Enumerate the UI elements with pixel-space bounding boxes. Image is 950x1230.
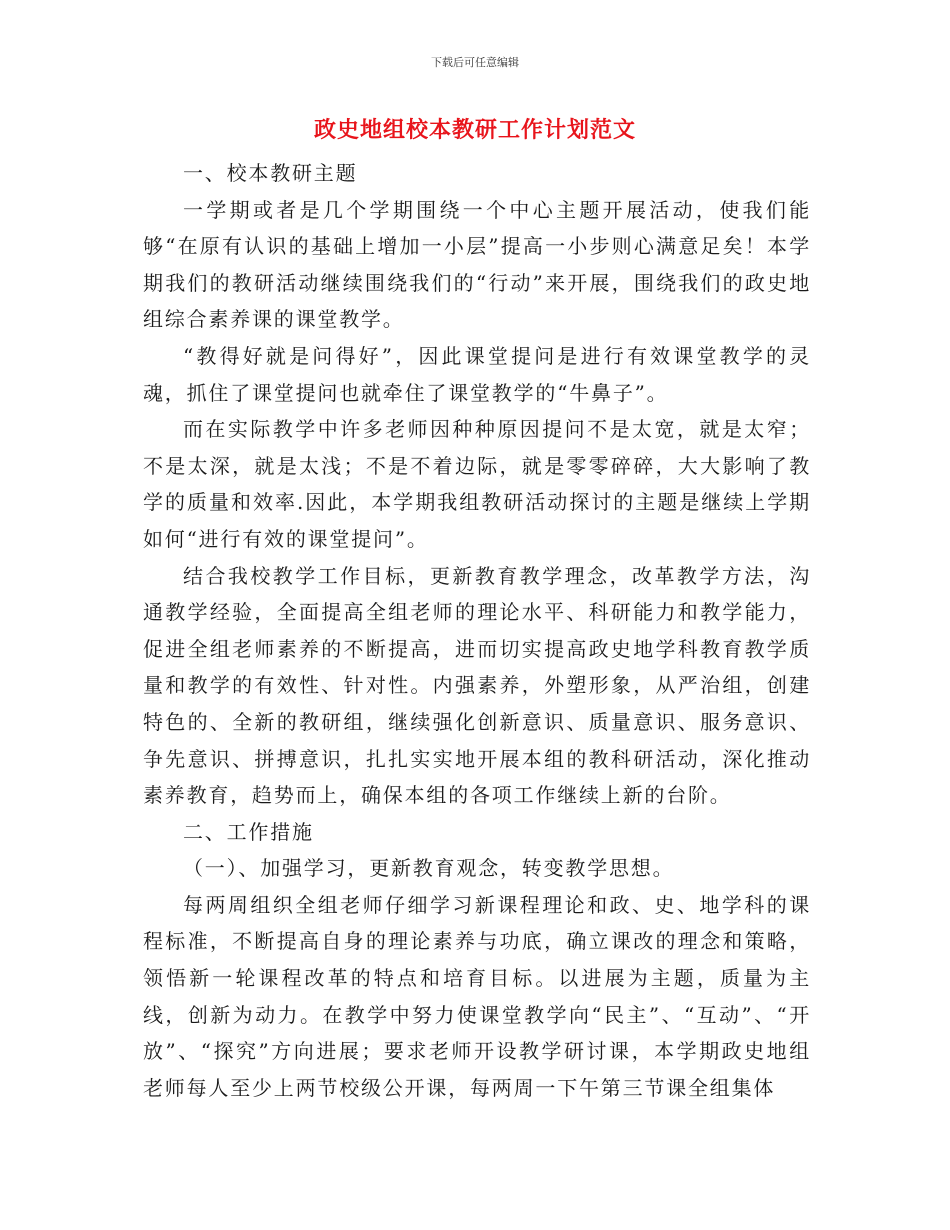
paragraph: 而在实际教学中许多老师因种种原因提问不是太宽，就是太窄；不是太深，就是太浅；不是不着边际，就是零零碎碎，大大影响了教学的质量和效率.因此，本学期我组教研活动探讨的主题是继续上学期如何“进行有效的课堂提问”。 — [143, 417, 811, 551]
paragraph: “教得好就是问得好”，因此课堂提问是进行有效课堂教学的灵魂，抓住了课堂提问也就牵住了课堂教学的“牛鼻子”。 — [143, 343, 811, 405]
paragraph: 每两周组织全组老师仔细学习新课程理论和政、史、地学科的课程标准，不断提高自身的理论素养与功底，确立课改的理念和策略，领悟新一轮课程改革的特点和培育目标。以进展为主题，质量为主线，创新为动力。在教学中努力使课堂教学向“民主”、“互动”、“开放”、“探究”方向进展；要求老师开设教学研讨课，本学期政史地组老师每人至少上两节校级公开课，每两周一下午第三节课全组集体 — [143, 892, 811, 1100]
subsection-heading: （一）、加强学习，更新教育观念，转变教学思想。 — [183, 856, 675, 881]
download-note: 下载后可任意编辑 — [431, 56, 519, 69]
paragraph: 结合我校教学工作目标，更新教育教学理念，改革教学方法，沟通教学经验，全面提高全组老师的理论水平、科研能力和教学能力，促进全组老师素养的不断提高，进而切实提高政史地学科教育教学质量和教学的有效性、针对性。内强素养，外塑形象，从严治组，创建特色的、全新的教研组，继续强化创新意识、质量意识、服务意识、争先意识、拼搏意识，扎扎实实地开展本组的教科研活动，深化推动素养教育，趋势而上，确保本组的各项工作继续上新的台阶。 — [143, 563, 811, 808]
section-heading-2: 二、工作措施 — [183, 819, 314, 844]
document-body — [143, 155, 811, 1106]
document-title: 政史地组校本教研工作计划范文 — [313, 117, 636, 143]
section-heading-1: 一、校本教研主题 — [183, 161, 358, 185]
paragraph: 一学期或者是几个学期围绕一个中心主题开展活动，使我们能够“在原有认识的基础上增加一小层”提高一小步则心满意足矣！本学期我们的教研活动继续围绕我们的“行动”来开展，围绕我们的政史地组综合素养课的课堂教学。 — [143, 197, 811, 332]
